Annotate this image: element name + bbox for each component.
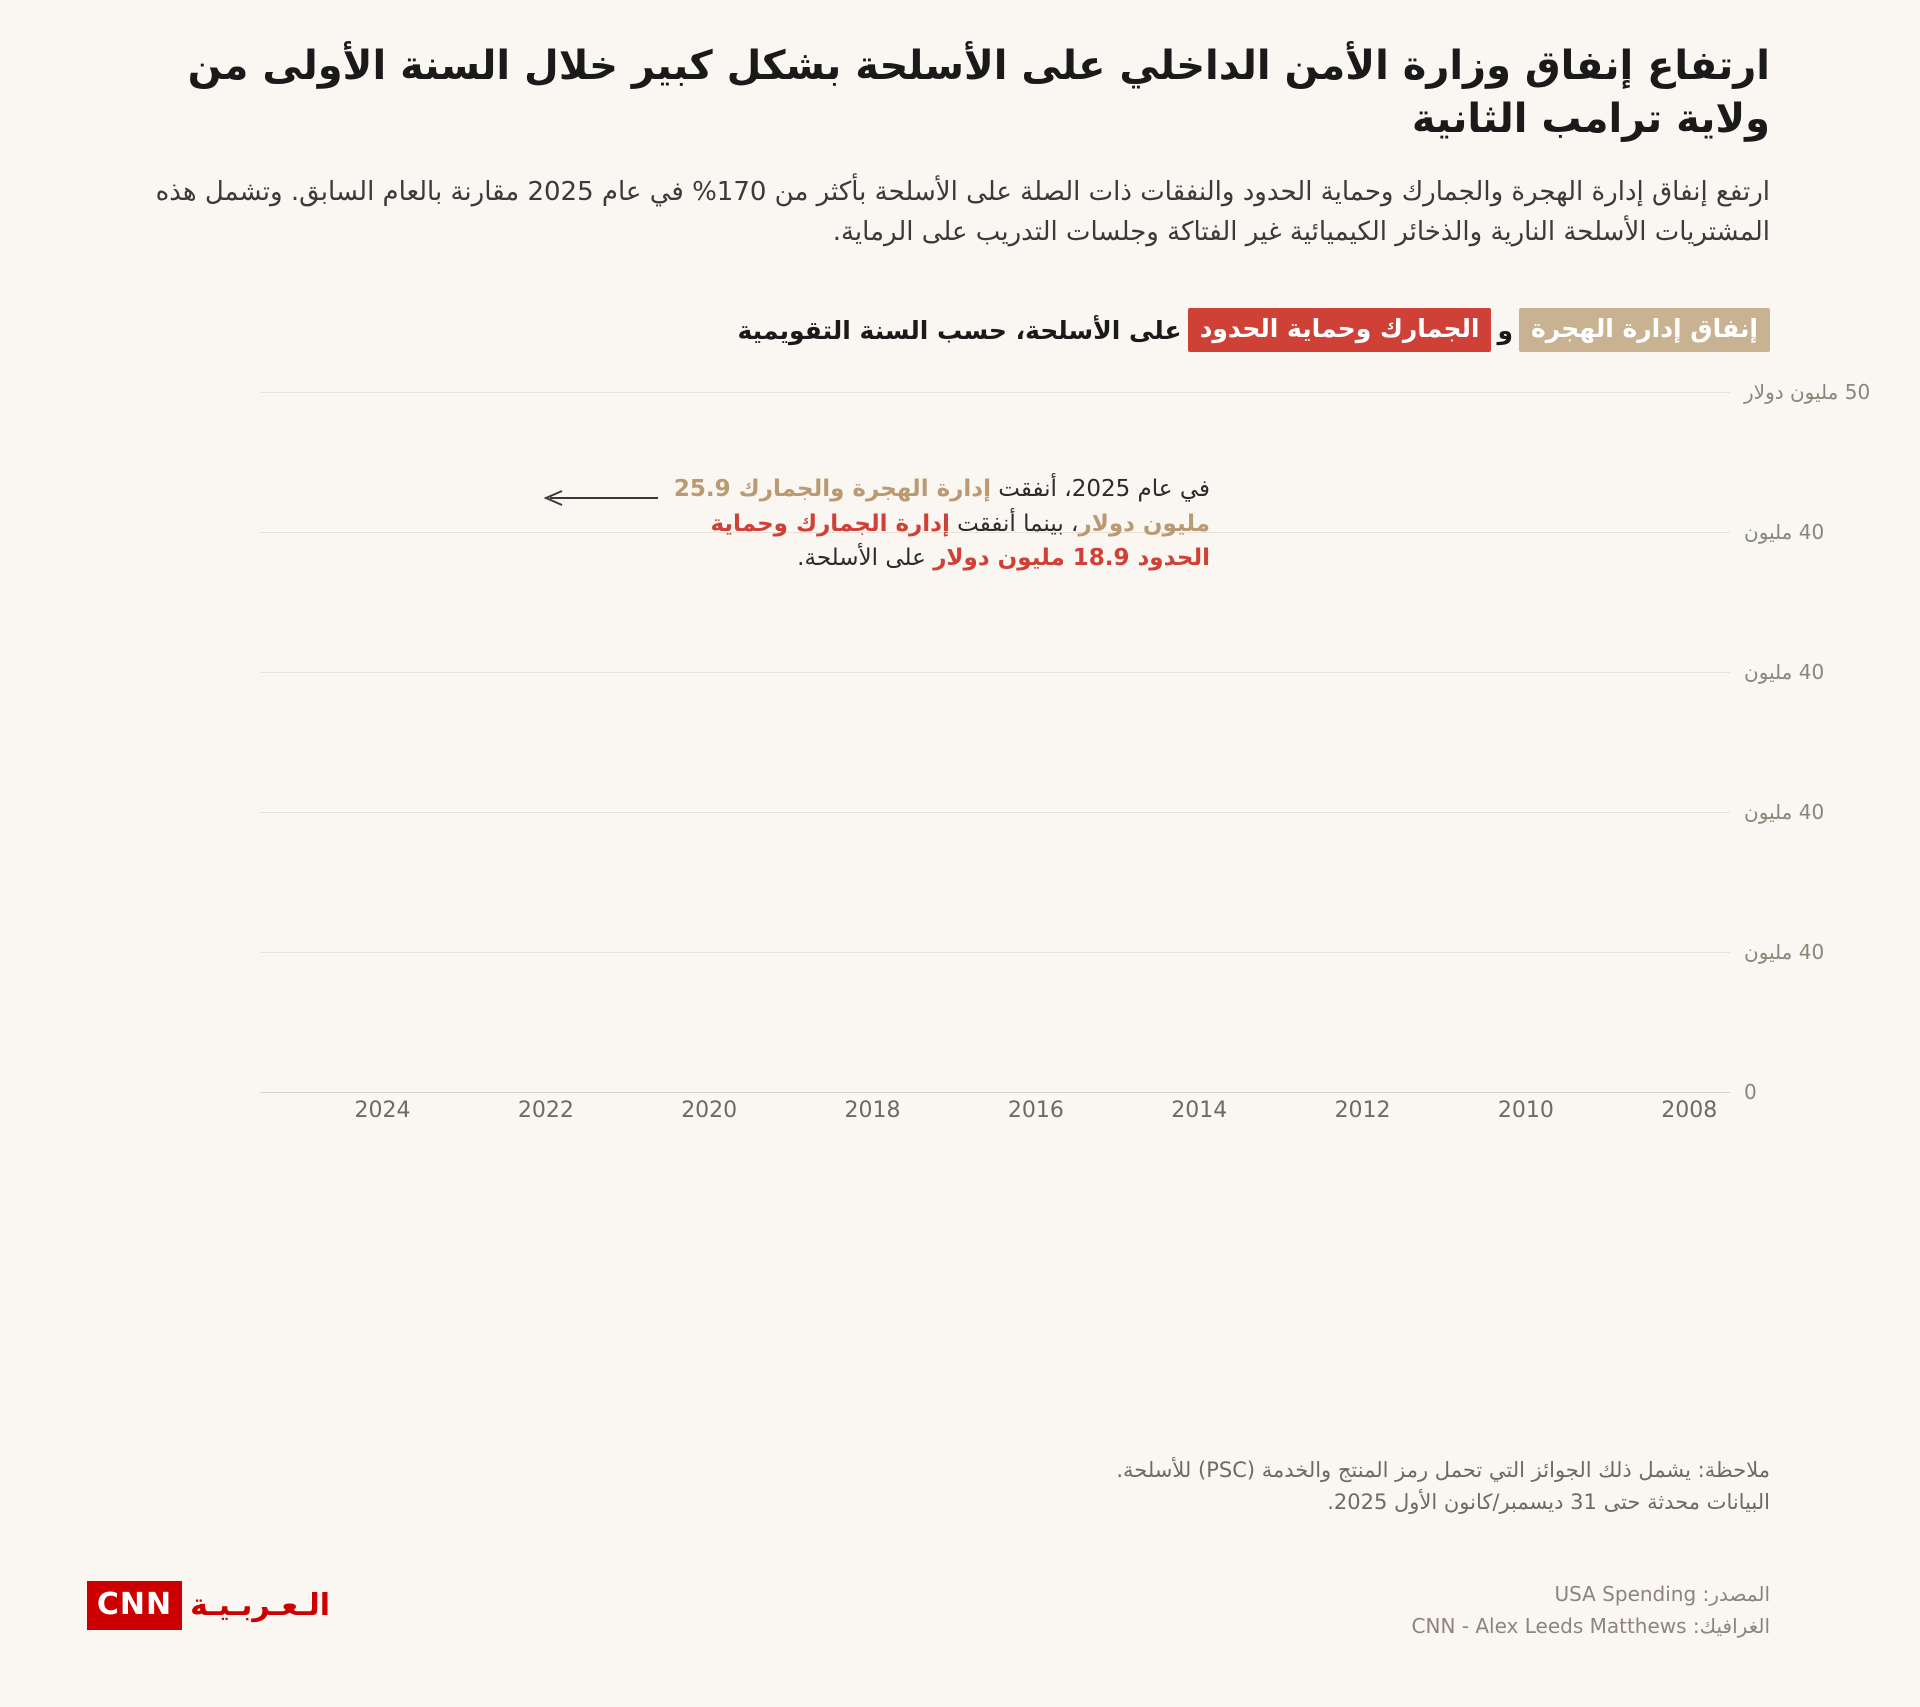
- chart-x-axis: [260, 1098, 1730, 1138]
- annotation-line2-suffix: على الأسلحة.: [797, 545, 934, 572]
- chart-notes: [150, 1455, 1770, 1518]
- chart-x-tick-label: 2012: [1334, 1098, 1391, 1124]
- chart-x-tick-label: 2014: [1171, 1098, 1228, 1124]
- note-line-2: البيانات محدثة حتى 31 ديسمبر/كانون الأول 2025.: [1327, 1489, 1770, 1514]
- source-line-1: المصدر: USA Spending: [1554, 1582, 1770, 1606]
- chart-bar-column[interactable]: [1403, 392, 1485, 1092]
- header: [0, 0, 1920, 252]
- page-title: ارتفاع إنفاق وزارة الأمن الداخلي على الأسلحة بشكل كبير خلال السنة الأولى من ولاية ترامب الثانية: [187, 43, 1770, 142]
- chart-x-tick-label: [423, 1098, 505, 1138]
- chart-legend: [0, 308, 1920, 352]
- chart-y-tick-label: 40 مليون: [1744, 520, 1825, 545]
- chart-x-tick-label: [913, 1098, 995, 1138]
- legend-conjunction: و: [1497, 315, 1513, 345]
- chart-y-tick-label: 0: [1744, 1080, 1757, 1105]
- chart-bar-column[interactable]: [423, 392, 505, 1092]
- chart-gridline: [260, 812, 1730, 813]
- page-subtitle: ارتفع إنفاق إدارة الهجرة والجمارك وحماية الحدود والنفقات ذات الصلة على الأسلحة بأكثر من 170% في عام 2025 مقارنة بالعام السابق. وتشمل هذه المشتريات الأسلحة النارية والذخائر الكيميائية غير الفتاكة وجلسات التدريب على الرماية.: [155, 176, 1770, 247]
- chart-x-tick-label: [1240, 1098, 1322, 1138]
- chart-y-tick-label: 40 مليون: [1744, 800, 1825, 825]
- annotation-ice-highlight: إدارة الهجرة والجمارك 25.9 مليون دولار: [673, 476, 1210, 537]
- chart-annotation: [650, 472, 1210, 576]
- chart-x-tick-label: 2016: [1007, 1098, 1064, 1124]
- chart-x-tick-label: [750, 1098, 832, 1138]
- chart-x-tick-label: [1403, 1098, 1485, 1138]
- annotation-line1-suffix: ، بينما أنفقت: [949, 510, 1079, 537]
- chart-y-tick-label: 40 مليون: [1744, 940, 1825, 965]
- chart-x-tick-label: 2008: [1661, 1098, 1718, 1124]
- annotation-arrow-icon: [540, 488, 660, 508]
- chart-bar-column[interactable]: [1567, 392, 1649, 1092]
- annotation-line1-prefix: في عام 2025، أنفقت: [990, 476, 1210, 503]
- chart-container: [150, 380, 1871, 1152]
- chart-gridline: [260, 392, 1730, 393]
- legend-tail-text: على الأسلحة، حسب السنة التقويمية: [737, 315, 1182, 345]
- chart-x-tick-label: 2022: [517, 1098, 574, 1124]
- chart-bar-column[interactable]: [1240, 392, 1322, 1092]
- chart-x-tick-label: [260, 1098, 342, 1138]
- chart-x-tick-label: 2024: [354, 1098, 411, 1124]
- note-line-1: ملاحظة: يشمل ذلك الجوائز التي تحمل رمز المنتج والخدمة (PSC) للأسلحة.: [1116, 1458, 1770, 1482]
- chart-bar-column[interactable]: [1648, 392, 1730, 1092]
- cnn-arabic-logo: [96, 1570, 330, 1640]
- chart-x-tick-label: [1077, 1098, 1159, 1138]
- chart-x-tick-label: [587, 1098, 669, 1138]
- chart-x-tick-label: [1567, 1098, 1649, 1138]
- chart-bar-column[interactable]: [342, 392, 424, 1092]
- legend-chip-ice: إنفاق إدارة الهجرة: [1519, 308, 1770, 352]
- chart-bar-column[interactable]: [260, 392, 342, 1092]
- annotation-cbp-highlight: إدارة الجمارك وحماية الحدود 18.9 مليون دولار: [710, 510, 1210, 572]
- source-line-2: الغرافيك: CNN - Alex Leeds Matthews: [1411, 1614, 1770, 1638]
- chart-y-tick-label: 40 مليون: [1744, 660, 1825, 685]
- legend-chip-cbp: الجمارك وحماية الحدود: [1188, 308, 1492, 352]
- chart-gridline: [260, 1092, 1730, 1093]
- chart-gridline: [260, 952, 1730, 953]
- chart-bar-column[interactable]: [1485, 392, 1567, 1092]
- chart-gridline: [260, 672, 1730, 673]
- logo-arabic-text: الـعـربـيـة: [190, 1587, 330, 1623]
- chart-x-tick-label: 2020: [681, 1098, 738, 1124]
- chart-source: [150, 1578, 1770, 1642]
- chart-x-tick-label: 2018: [844, 1098, 901, 1124]
- logo-cnn-mark: CNN: [87, 1581, 182, 1630]
- chart-y-tick-label: 50 مليون دولار: [1744, 380, 1871, 405]
- chart-x-tick-label: 2010: [1497, 1098, 1554, 1124]
- chart-bar-column[interactable]: [1322, 392, 1404, 1092]
